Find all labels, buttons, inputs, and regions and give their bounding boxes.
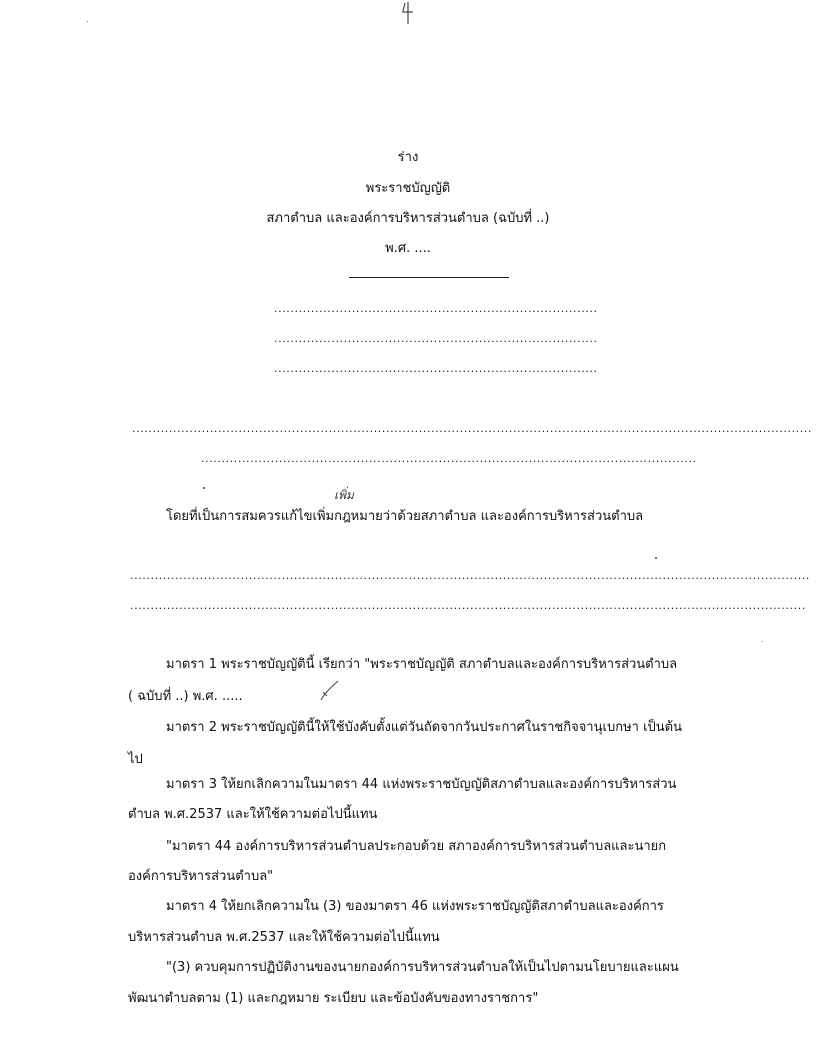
dotted-line-3: ...............................................................................: [274, 362, 598, 375]
preamble-dotted-line-1: ......................................................................................................................................................................: [132, 422, 813, 435]
reason-dotted-line-2: .....................................................................................................................................................................: [130, 599, 806, 612]
dotted-line-2: ...............................................................................: [274, 332, 598, 345]
act-title: สภาตำบล และองค์การบริหารส่วนตำบล (ฉบับที่ ..): [266, 211, 550, 226]
year-label: พ.ศ. ....: [385, 241, 431, 256]
section-1-line-1: มาตรา 1 พระราชบัญญัตินี้ เรียกว่า "พระราชบัญญัติ สภาตำบลและองค์การบริหารส่วนตำบล: [166, 657, 678, 672]
section-4-line-1: มาตรา 4 ให้ยกเลิกความใน (3) ของมาตรา 46 แห่งพระราชบัญญัติสภาตำบลและองค์การ: [166, 899, 664, 914]
section-2-line-1: มาตรา 2 พระราชบัญญัตินี้ให้ใช้บังคับตั้งแต่วันถัดจากวันประกาศในราชกิจจานุเบกษา เป็นต้น: [166, 720, 682, 735]
section-3-quote-line-1: "มาตรา 44 องค์การบริหารส่วนตำบลประกอบด้วย สภาองค์การบริหารส่วนตำบลและนายก: [166, 839, 667, 854]
section-1-line-2: ( ฉบับที่ ..) พ.ศ. .....: [128, 689, 243, 704]
ink-speck: [203, 487, 205, 489]
preamble-dotted-line-2: .........................................................................................................................: [201, 452, 697, 465]
reason-paragraph: โดยที่เป็นการสมควรแก้ไขเพิ่มกฎหมายว่าด้วยสภาตำบล และองค์การบริหารส่วนตำบล: [166, 509, 644, 524]
handwritten-insert: เพิ่ม: [334, 488, 354, 502]
ink-speck: [655, 557, 657, 559]
reason-dotted-line-1: ......................................................................................................................................................................: [130, 569, 811, 582]
section-4-quote-line-2: พัฒนาตำบลตาม (1) และกฎหมาย ระเบียบ และข้อบังคับของทางราชการ": [128, 991, 539, 1006]
title-underline: [349, 277, 509, 278]
act-label: พระราชบัญญัติ: [365, 181, 451, 196]
section-4-line-2: บริหารส่วนตำบล พ.ศ.2537 และให้ใช้ความต่อไปนี้แทน: [128, 930, 440, 945]
section-2-line-2: ไป: [128, 752, 143, 767]
page-number-mark: [398, 0, 418, 26]
section-4-quote-line-1: "(3) ควบคุมการปฏิบัติงานของนายกองค์การบริหารส่วนตำบลให้เป็นไปตามนโยบายและแผน: [166, 960, 679, 975]
section-3-line-1: มาตรา 3 ให้ยกเลิกความในมาตรา 44 แห่งพระราชบัญญัติสภาตำบลและองค์การบริหารส่วน: [166, 777, 677, 792]
scan-speck: [762, 641, 763, 642]
section-3-quote-line-2: องค์การบริหารส่วนตำบล": [128, 869, 274, 884]
draft-label: ร่าง: [397, 150, 419, 165]
scan-speck: [87, 21, 88, 22]
dotted-line-1: ...............................................................................: [274, 302, 598, 315]
section-3-line-2: ตำบล พ.ศ.2537 และให้ใช้ความต่อไปนี้แทน: [128, 807, 378, 822]
handwritten-mark: [318, 678, 342, 704]
